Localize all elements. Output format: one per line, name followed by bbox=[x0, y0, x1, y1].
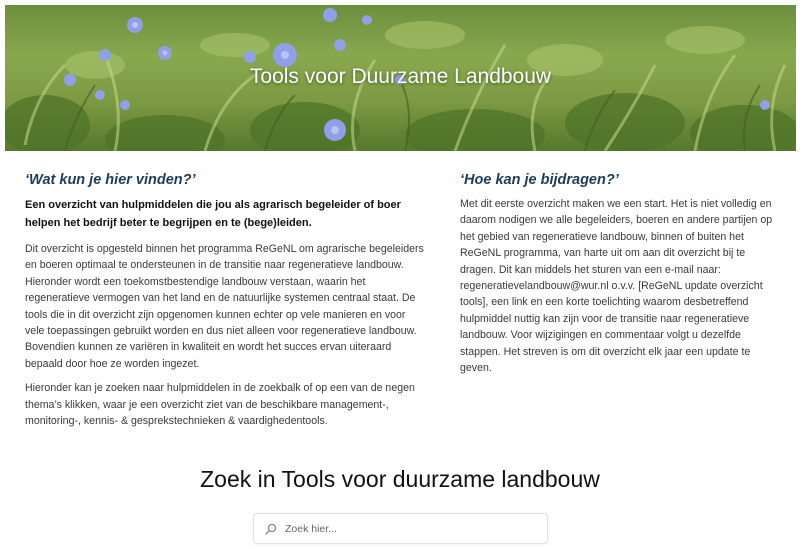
intro-paragraph: Hieronder kan je zoeken naar hulpmiddelen in de zoekbalk of op een van de negen thema’s klikken, waar je een overzicht ziet van de beschikbare management-, monitoring-, kennis- & gesprekstechnieken & vaardighedentools. bbox=[25, 382, 415, 428]
search-icon bbox=[265, 523, 277, 535]
how-to-contribute-section bbox=[460, 172, 778, 384]
search-heading: Zoek in Tools voor duurzame landbouw bbox=[200, 466, 600, 492]
page-title: Tools voor Duurzame Landbouw bbox=[249, 65, 552, 88]
what-can-you-find-section bbox=[25, 172, 425, 437]
section-heading-how-to-contribute: ‘Hoe kan je bijdragen?’ bbox=[460, 172, 619, 188]
intro-lead-text: Een overzicht van hulpmiddelen die jou als agrarisch begeleider of boer helpen het bedrijf beter te begrijpen en te (bege)leiden. bbox=[25, 199, 401, 229]
section-heading-what-can-you-find: ‘Wat kun je hier vinden?’ bbox=[25, 172, 196, 188]
hero-banner bbox=[5, 5, 796, 151]
intro-paragraph: Dit overzicht is opgesteld binnen het programma ReGeNL om agrarische begeleiders en boeren optimaal te ondersteunen in de transitie naar regeneratieve landbouw. Hieronder wordt een toekomstbestendige landbouw verstaan, waarin het regeneratieve vermogen van het land en de natuurlijke systemen centraal staat. De tools die in dit overzicht zijn opgenomen kunnen echter op vele manieren en voor vele toepassingen gebruikt worden en dus niet alleen voor regeneratieve landbouw. Bovendien kunnen ze variëren in kwaliteit en wordt het succes ervan uiteraard bepaald door hoe ze worden ingezet. bbox=[25, 243, 424, 370]
contribute-paragraph: Met dit eerste overzicht maken we een start. Het is niet volledig en daarom nodigen we alle begeleiders, boeren en andere partijen op het gebied van regeneratieve landbouw, binnen of buiten het ReGeNL programma, van harte uit om aan dit overzicht bij te dragen. Dit kan middels het sturen van een e-mail naar: regeneratievelandbouw@wur.nl o.v.v. [ReGeNL update overzicht tools], een link en een korte toelichting waarom desbetreffend hulpmiddel nuttig kan zijn voor de transitie naar regeneratieve landbouw. Voor wijzigingen en commentaar volgt u dezelfde stappen. Het streven is om dit overzicht elk jaar een update te geven. bbox=[460, 198, 773, 375]
search-input[interactable] bbox=[285, 519, 540, 539]
search-bar[interactable] bbox=[253, 513, 548, 544]
